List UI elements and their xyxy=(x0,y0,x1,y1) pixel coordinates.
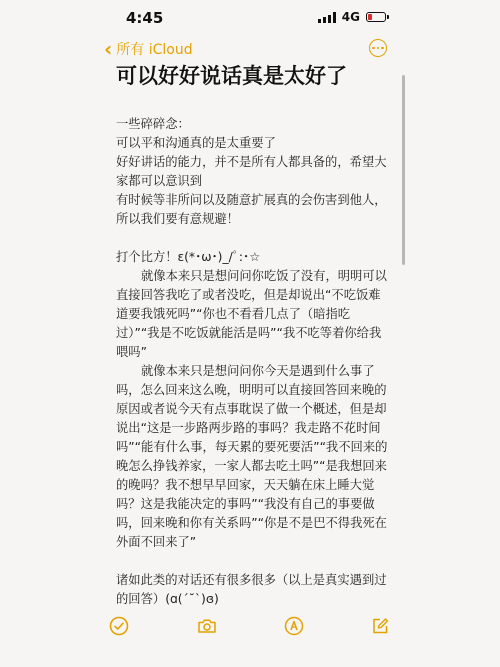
note-paragraph: 就像本来只是想问问你今天是遇到什么事了吗，怎么回来这么晚，明明可以直接回答回来晚的原因或者说今天有点事耽误了做一个概述，但是却说出“这是一步路两步路的事吗？我走路不花时间吗”“能有什么事，每天累的要死要活”“我不回来的晚怎么挣钱养家，一家人都去吃土吗”“是我想回来的晚吗？我不想早早回家，天天躺在床上睡大觉吗？这是我能决定的事吗”“我没有自己的事要做吗，回来晚和你有关系吗”“你是不是巴不得我死在外面不回来了” xyxy=(116,364,388,549)
note-line: 可以平和沟通真的是太重要了 xyxy=(116,136,276,150)
back-label: 所有 iCloud xyxy=(116,42,193,58)
note-line: 好好讲话的能力，并不是所有人都具备的，希望大家都可以意识到 xyxy=(116,155,387,188)
blank-line xyxy=(116,229,388,248)
bottom-toolbar xyxy=(0,606,500,646)
markup-button[interactable] xyxy=(284,616,304,636)
more-options-button[interactable] xyxy=(369,39,387,57)
note-line: 一些碎碎念： xyxy=(116,117,190,131)
note-line: 有时候等非所问以及随意扩展真的会伤害到他人，所以我们要有意规避！ xyxy=(116,193,387,226)
pen-markup-icon xyxy=(284,616,304,636)
status-time: 4:45 xyxy=(126,9,164,27)
compose-icon xyxy=(370,616,390,636)
battery-icon xyxy=(366,12,386,22)
checklist-button[interactable] xyxy=(109,616,129,636)
network-label: 4G xyxy=(341,10,360,24)
back-button[interactable] xyxy=(104,39,193,59)
ellipsis-icon xyxy=(372,47,375,50)
compose-button[interactable] xyxy=(370,616,390,636)
note-body[interactable] xyxy=(116,60,388,608)
camera-button[interactable] xyxy=(197,616,217,636)
note-paragraph: 就像本来只是想问问你吃饭了没有，明明可以直接回答我吃了或者没吃，但是却说出“不吃饭难道要我饿死吗”“你也不看看几点了（暗指吃过）”“我是不吃饭就能活是吗”“我不吃等着你给我喂吗” xyxy=(116,269,387,359)
camera-icon xyxy=(197,616,217,636)
note-title: 可以好好说话真是太好了 xyxy=(116,64,347,88)
status-bar xyxy=(0,0,500,34)
signal-icon xyxy=(318,12,336,23)
note-line: 打个比方！ε(*･ω･)_/ﾟ:･☆ xyxy=(116,250,261,264)
scroll-indicator[interactable] xyxy=(402,75,405,265)
note-paragraph: 诸如此类的对话还有很多很多（以上是真实遇到过的回答）(ɑ(ˊ˘ˋ)ɞ) xyxy=(116,573,387,606)
checkmark-circle-icon xyxy=(109,616,129,636)
status-indicators xyxy=(318,10,386,24)
blank-line xyxy=(116,552,388,571)
chevron-left-icon: ‹ xyxy=(104,37,113,61)
